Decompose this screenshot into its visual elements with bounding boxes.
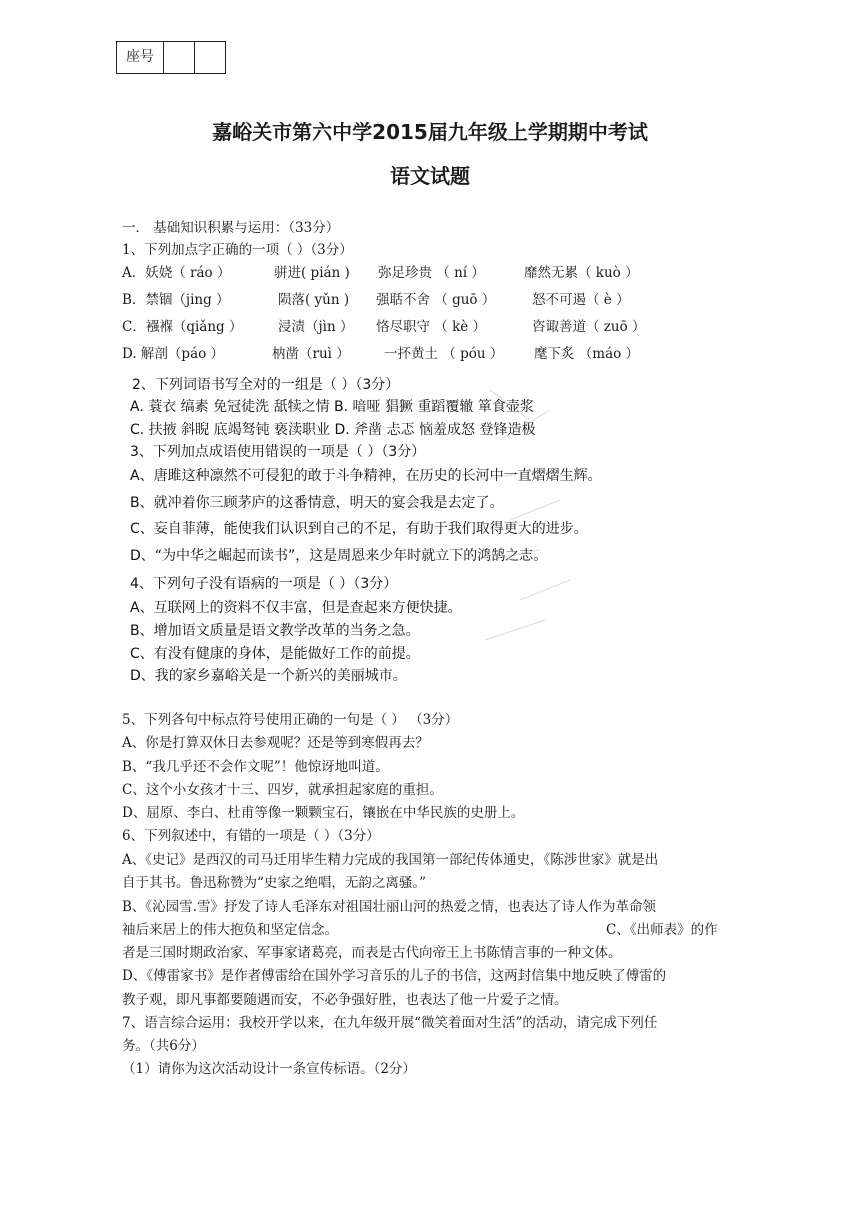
question-5-option-d: D、屈原、李白、杜甫等像一颗颗宝石，镶嵌在中华民族的史册上。 <box>122 805 525 821</box>
question-6-option-c: C、《出师表》的作 <box>606 922 718 938</box>
question-6-option-a-cont: 自于其书。鲁迅称赞为“史家之绝唱，无韵之离骚。” <box>122 875 427 891</box>
question-5-option-c: C、这个小女孩才十三、四岁，就承担起家庭的重担。 <box>122 782 443 798</box>
question-5-option-a: A、你是打算双休日去参观呢？还是等到寒假再去？ <box>122 735 429 751</box>
question-5-option-b: B、“我几乎还不会作文呢”！他惊讶地叫道。 <box>122 759 389 775</box>
question-3-option-d: D、“为中华之崛起而读书”，这是周恩来少年时就立下的鸿鹄之志。 <box>130 548 548 564</box>
question-1-stem: 1、下列加点字正确的一项（ ）（3分） <box>122 242 353 258</box>
section-heading: 一． 基础知识积累与运用：（33分） <box>122 220 340 236</box>
question-6-option-c-cont: 者是三国时期政治家、军事家诸葛亮，而表是古代向帝王上书陈情言事的一种文体。 <box>122 945 622 961</box>
question-7-stem: 7、语言综合运用：我校开学以来，在九年级开展“微笑着面对生活”的活动，请完成下列任 <box>122 1015 658 1031</box>
question-3-option-c: C、妄自菲薄，能使我们认识到自己的不足，有助于我们取得更大的进步。 <box>130 521 588 537</box>
option-word: D. 解剖（páo ） <box>122 346 225 362</box>
option-word: 一抔黄土 （ póu ） <box>384 346 504 362</box>
question-2-options-cd: C. 扶掖 斜睨 底竭驽钝 亵渎职业 D. 斧凿 忐忑 恼羞成怒 登锋造极 <box>130 422 536 438</box>
question-7-stem-cont: 务。（共6分） <box>122 1038 205 1054</box>
question-5-stem: 5、下列各句中标点符号使用正确的一句是（ ） （3分） <box>122 712 459 728</box>
option-word: C．襁褓（qiǎng ） <box>122 319 243 335</box>
option-word: B．禁锢（jing ） <box>122 292 230 308</box>
question-6-option-a: A、《史记》是西汉的司马迁用毕生精力完成的我国第一部纪传体通史，《陈涉世家》就是出 <box>122 852 659 868</box>
exam-title: 嘉峪关市第六中学2015届九年级上学期期中考试 <box>212 120 648 144</box>
question-3-stem: 3、下列加点成语使用错误的一项是（ ）（3分） <box>130 444 426 460</box>
question-4-option-a: A、互联网上的资料不仅丰富，但是查起来方便快捷。 <box>130 600 462 616</box>
question-6-option-d-cont: 教子观，即凡事都要随遇而安，不必争强好胜，也表达了他一片爱子之情。 <box>122 992 568 1008</box>
option-word: 靡然无累（ kuò ） <box>524 265 639 281</box>
option-word: A．妖娆（ ráo ） <box>122 265 231 281</box>
option-word: 骈进( pián ) <box>274 265 350 281</box>
question-4-option-d: D、我的家乡嘉峪关是一个新兴的美丽城市。 <box>130 668 407 684</box>
question-7-sub-1: （1）请你为这次活动设计一条宣传标语。（2分） <box>122 1061 416 1077</box>
option-word: 浸渍（jìn ） <box>278 319 354 335</box>
seat-number-box <box>116 41 226 74</box>
option-word: 怒不可遏（ è ） <box>532 292 630 308</box>
seat-number-cell[interactable] <box>194 42 225 73</box>
option-word: 弥足珍贵 （ ní ） <box>378 265 485 281</box>
option-word: 咨诹善道（ zuō ） <box>532 319 646 335</box>
question-2-options-ab: A. 蓑衣 缟素 免冠徒洗 舐犊之情 B. 喑哑 猖獗 重蹈覆辙 箪食壶浆 <box>130 399 534 415</box>
option-word: 枘凿（ruì ） <box>272 346 350 362</box>
option-word: 恪尽职守 （ kè ） <box>376 319 487 335</box>
question-6-stem: 6、下列叙述中，有错的一项是（ ）（3分） <box>122 828 380 844</box>
question-4-option-b: B、增加语文质量是语文教学改革的当务之急。 <box>130 623 420 639</box>
question-3-option-b: B、就冲着你三顾茅庐的这番情意，明天的宴会我是去定了。 <box>130 495 504 511</box>
seat-number-label: 座号 <box>126 49 154 65</box>
question-2-stem: 2、下列词语书写全对的一组是（ ）（3分） <box>132 377 400 393</box>
option-word: 陨落( yǔn ) <box>278 292 350 308</box>
seat-number-cell[interactable] <box>163 42 194 73</box>
question-6-option-b-cont: 袖后来居上的伟大抱负和坚定信念。 <box>122 922 338 938</box>
question-6-option-b: B、《沁园雪.雪》抒发了诗人毛泽东对祖国壮丽山河的热爱之情，也表达了诗人作为革命领 <box>122 899 656 915</box>
question-4-option-c: C、有没有健康的身体，是能做好工作的前提。 <box>130 646 420 662</box>
exam-subtitle: 语文试题 <box>390 164 470 188</box>
option-word: 麾下炙 （máo ） <box>534 346 640 362</box>
question-3-option-a: A、唐雎这种凛然不可侵犯的敢于斗争精神，在历史的长河中一直熠熠生辉。 <box>130 468 602 484</box>
question-4-stem: 4、下列句子没有语病的一项是（ ）（3分） <box>130 576 398 592</box>
option-word: 强聒不舍 （ guō ） <box>376 292 496 308</box>
question-6-option-d: D、《傅雷家书》是作者傅雷给在国外学习音乐的儿子的书信，这两封信集中地反映了傅雷的 <box>122 968 667 984</box>
